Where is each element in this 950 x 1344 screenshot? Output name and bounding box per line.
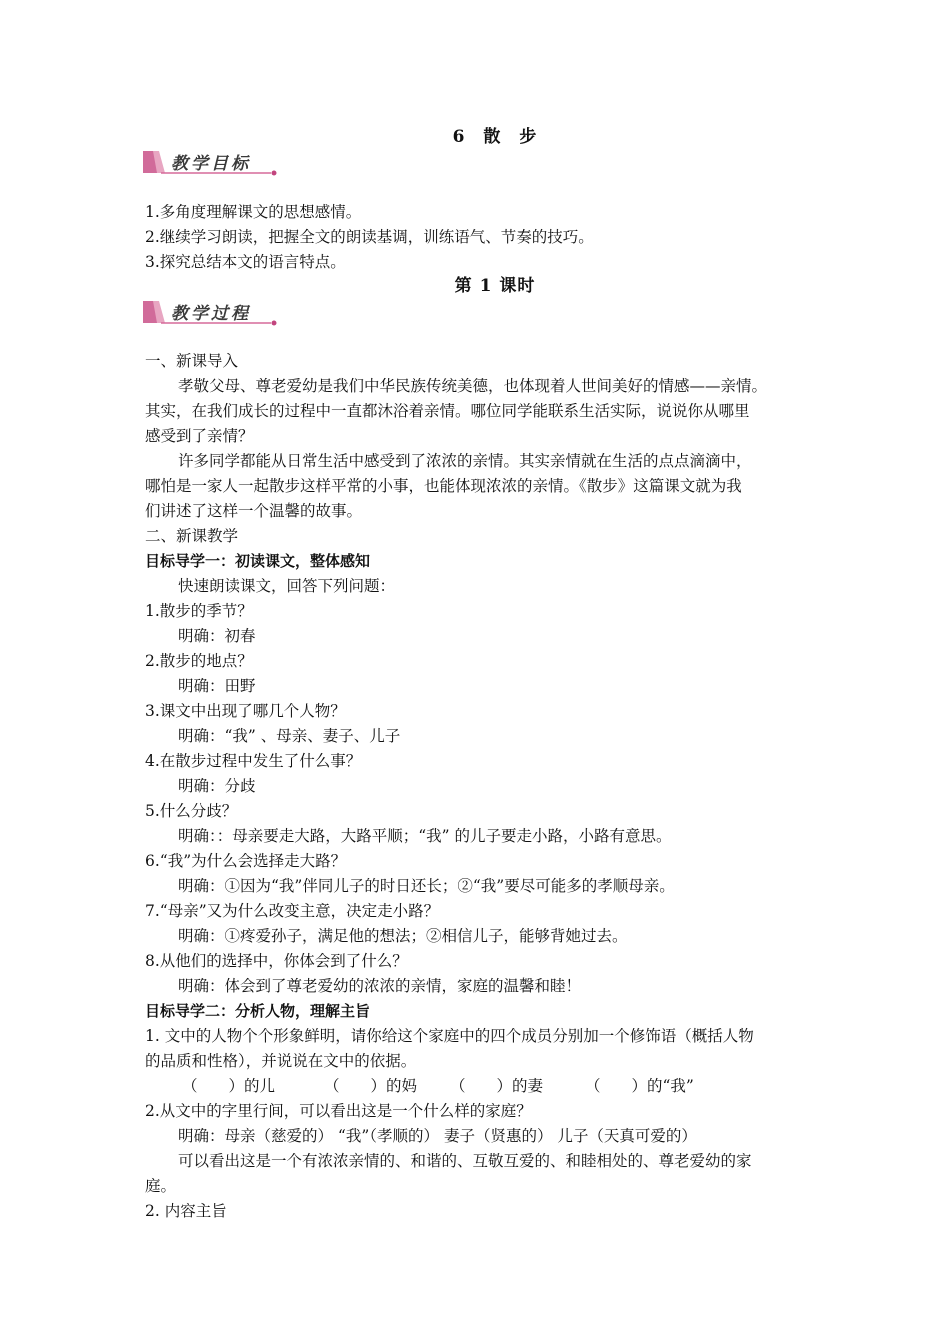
answer-item: 明确：“我” 、母亲、妻子、儿子 (178, 727, 401, 745)
paragraph-line: 哪怕是一家人一起散步这样平常的小事，也能体现浓浓的亲情。《散步》这篇课文就为我 (145, 477, 742, 495)
paragraph-line: 感受到了亲情？ (145, 427, 254, 445)
objective-item: 3.探究总结本文的语言特点。 (145, 253, 346, 271)
paragraph-line: 1. 文中的人物个个形象鲜明，请你给这个家庭中的四个成员分别加一个修饰语（概括人物 (145, 1027, 754, 1045)
question-item: 8.从他们的选择中，你体会到了什么？ (145, 952, 408, 970)
goal-heading: 目标导学二：分析人物，理解主旨 (145, 1002, 371, 1020)
section-badge-process (143, 297, 283, 329)
question-item: 5.什么分歧？ (145, 802, 238, 820)
answer-item: 明确：：母亲要走大路，大路平顺；“我” 的儿子要走小路，小路有意思。 (178, 827, 672, 845)
lesson-title: 第 1 课时 (454, 276, 536, 296)
question-item: 2. 内容主旨 (145, 1202, 227, 1220)
paragraph-line: 孝敬父母、尊老爱幼是我们中华民族传统美德，也体现着人世间美好的情感——亲情。 (178, 377, 768, 395)
blank-item: （ ）的“我” (585, 1077, 694, 1095)
paragraph-line: 其实，在我们成长的过程中一直都沐浴着亲情。哪位同学能联系生活实际，说说你从哪里 (145, 402, 750, 420)
paragraph-line: 庭。 (145, 1177, 177, 1195)
answer-item: 明确：①疼爱孙子，满足他的想法；②相信儿子，能够背她过去。 (178, 927, 628, 945)
paragraph-line: 们讲述了这样一个温馨的故事。 (145, 502, 363, 520)
objective-item: 2.继续学习朗读，把握全文的朗读基调，训练语气、节奏的技巧。 (145, 228, 594, 246)
question-item: 7.“母亲”又为什么改变主意，决定走小路？ (145, 902, 440, 920)
paragraph-line: 可以看出这是一个有浓浓亲情的、和谐的、互敬互爱的、和睦相处的、尊老爱幼的家 (178, 1152, 752, 1170)
question-item: 1.散步的季节？ (145, 602, 253, 620)
answer-item: 明确：母亲（慈爱的） “我”（孝顺的） 妻子（贤惠的） 儿子（天真可爱的） (178, 1127, 697, 1145)
badge-label: 教学目标 (171, 154, 251, 174)
question-item: 4.在散步过程中发生了什么事？ (145, 752, 362, 770)
section-heading: 二、新课教学 (145, 527, 239, 545)
section-heading: 一、新课导入 (145, 352, 239, 370)
badge-label: 教学过程 (171, 304, 251, 324)
answer-item: 明确：体会到了尊老爱幼的浓浓的亲情，家庭的温馨和睦！ (178, 977, 582, 995)
blank-item: （ ）的妈 (324, 1077, 418, 1095)
goal-heading: 目标导学一：初读课文，整体感知 (145, 552, 371, 570)
paragraph-line: 许多同学都能从日常生活中感受到了浓浓的亲情。其实亲情就在生活的点点滴滴中， (178, 452, 752, 470)
blank-item: （ ）的儿 (182, 1077, 276, 1095)
blank-item: （ ）的妻 (450, 1077, 544, 1095)
question-item: 2.从文中的字里行间，可以看出这是一个什么样的家庭？ (145, 1102, 532, 1120)
question-item: 2.散步的地点？ (145, 652, 253, 670)
paragraph-line: 的品质和性格），并说说在文中的依据。 (145, 1052, 417, 1070)
answer-item: 明确：①因为“我”伴同儿子的时日还长；②“我”要尽可能多的孝顺母亲。 (178, 877, 675, 895)
objective-item: 1.多角度理解课文的思想感情。 (145, 203, 362, 221)
paragraph-line: 快速朗读课文，回答下列问题： (178, 577, 396, 595)
answer-item: 明确：田野 (178, 677, 256, 695)
answer-item: 明确：分歧 (178, 777, 256, 795)
answer-item: 明确：初春 (178, 627, 256, 645)
question-item: 3.课文中出现了哪几个人物？ (145, 702, 346, 720)
section-badge-objectives (143, 147, 283, 179)
page-title: 6 散 步 (452, 127, 538, 147)
question-item: 6.“我”为什么会选择走大路？ (145, 852, 347, 870)
